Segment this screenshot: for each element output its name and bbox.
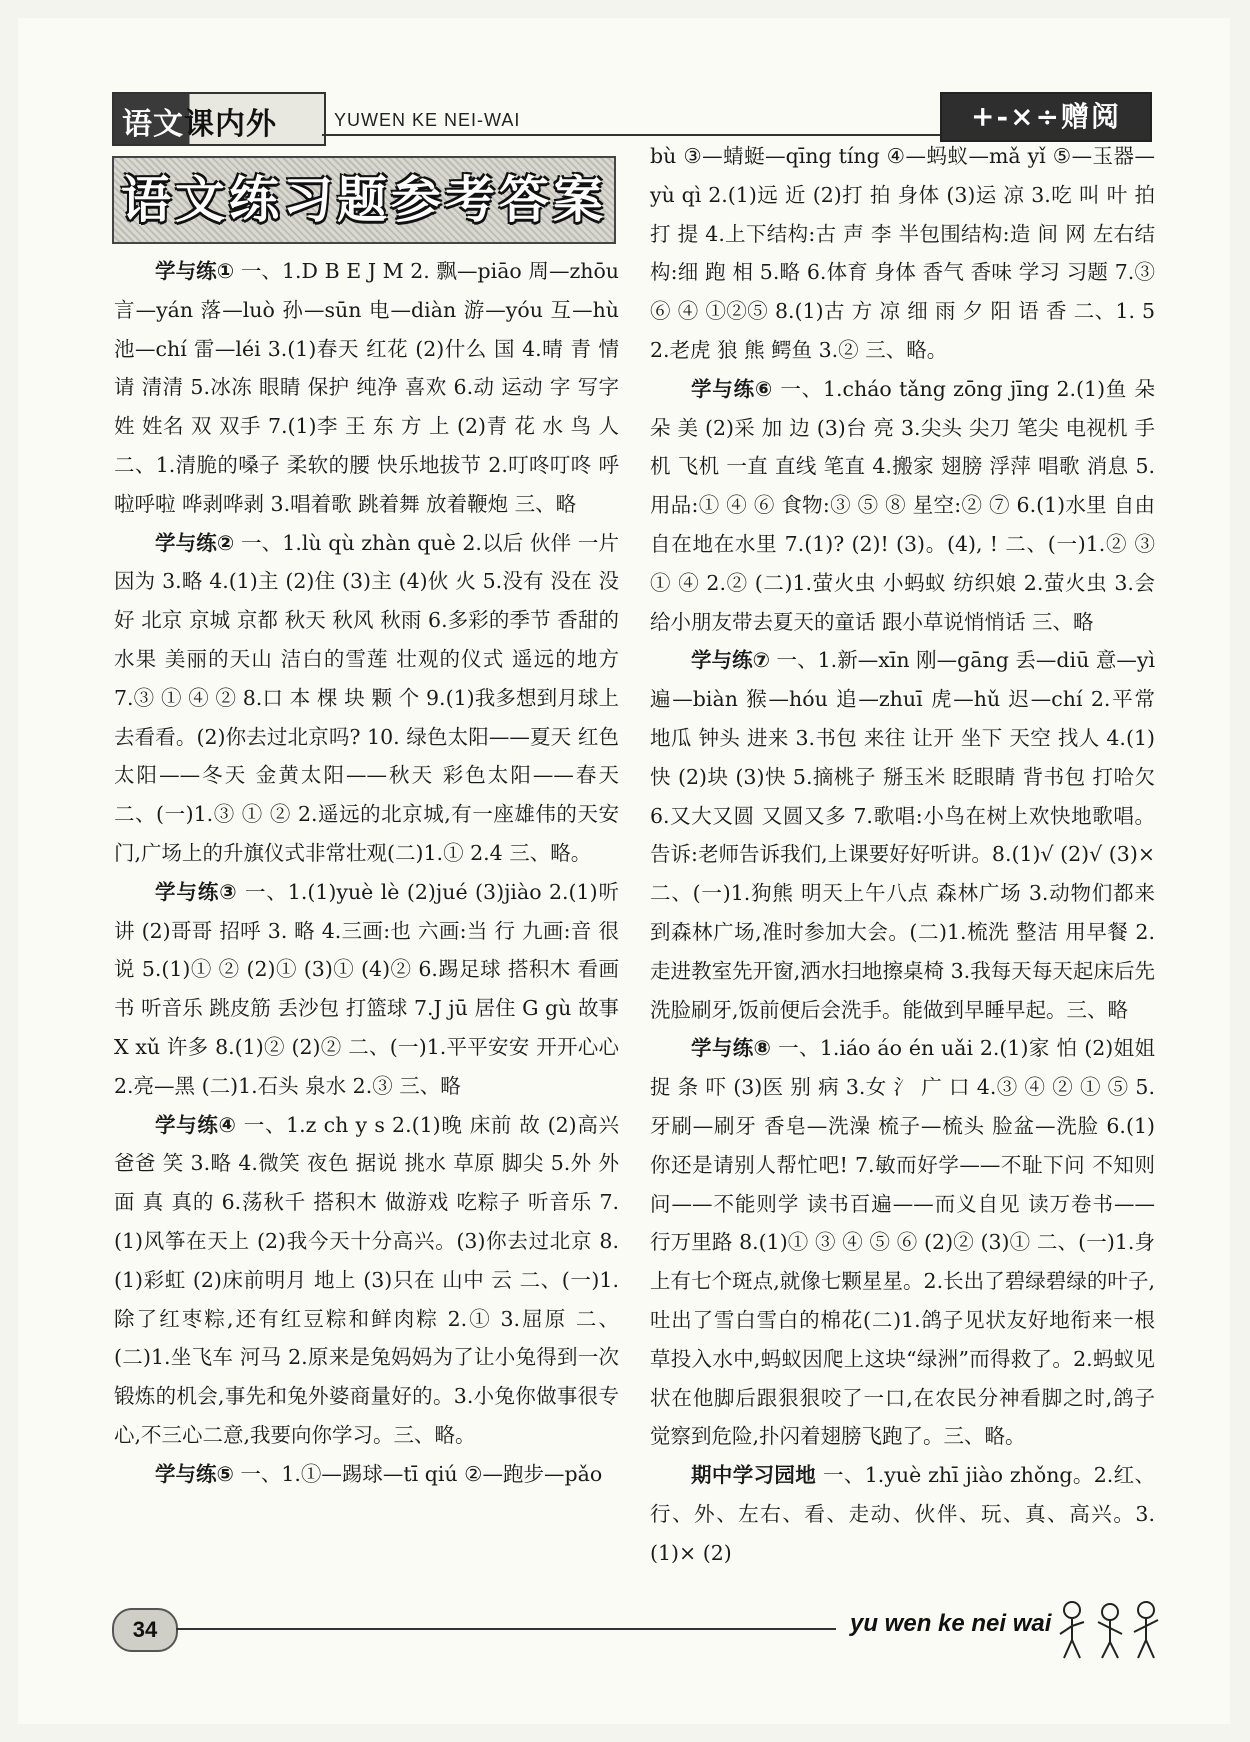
answer-paragraph [650,1029,1155,1456]
answer-text: 一、1.D B E J M 2. 飘—piāo 周—zhōu 言—yán 落—luò 孙—sūn 电—diàn 游—yóu 互—hù 池—chí 雷—léi 3.(1)春天 红花 (2)什么 国 4.晴 青 情 请 清清 5.冰冻 眼睛 保护 纯净 喜欢 6.动 运动 字 写字 姓 姓名 双 双手 7.(1)李 王 东 方 上 (2)青 花 水 鸟 人 二、1.清脆的嗓子 柔软的腰 快乐地拔节 2.叮咚叮咚 呼啦呼啦 哗剥哗剥 3.唱着歌 跳着舞 放着鞭炮 三、略 [114,259,619,516]
answer-paragraph [114,1455,619,1494]
answer-paragraph [650,1456,1155,1572]
answer-text: 一、1.iáo áo én uǎi 2.(1)家 怕 (2)姐姐 捉 条 吓 (3)医 别 病 3.女 氵 广 口 4.③ ④ ② ① ⑤ 5.牙刷—刷牙 香皂—洗澡 梳子—梳头 脸盆—洗脸 6.(1)你还是请别人帮忙吧! 7.敏而好学——不耻下问 不知则问——不能则学 读书百遍——而义自见 读万卷书——行万里路 8.(1)① ③ ④ ⑤ ⑥ (2)② (3)① 二、(一)1.身上有七个斑点,就像七颗星星。2.长出了碧绿碧绿的叶子,吐出了雪白雪白的棉花(二)1.鸽子见状友好地衔来一根草投入水中,蚂蚁因爬上这块“绿洲”而得救了。2.蚂蚁见状在他脚后跟狠狠咬了一口,在农民分神看脚之时,鸽子觉察到危险,扑闪着翅膀飞跑了。三、略。 [650,1036,1155,1449]
answer-text: 一、1.新—xīn 刚—gāng 丢—diū 意—yì 遍—biàn 猴—hóu 追—zhuī 虎—hǔ 迟—chí 2.平常 地瓜 钟头 进来 3.书包 来往 让开 坐下 天空 找人 4.(1)快 (2)块 (3)快 5.摘桃子 掰玉米 眨眼睛 背书包 打哈欠 6.又大又圆 又圆又多 7.歌唱:小鸟在树上欢快地歌唱。告诉:老师告诉我们,上课要好好听讲。8.(1)√ (2)√ (3)× 二、(一)1.狗熊 明天上午八点 森林广场 3.动物们都来到森林广场,准时参加大会。(二)1.梳洗 整洁 用早餐 2.走进教室先开窗,洒水扫地擦桌椅 3.我每天每天起床后先洗脸刷牙,饭前便后会洗手。能做到早睡早起。三、略 [650,648,1156,1022]
footer-pinyin: yu wen ke nei wai [850,1610,1052,1637]
section-label: 学与练⑥ [691,376,774,401]
section-tag: +-×÷赠阅 [940,92,1152,142]
left-column [114,252,619,1494]
section-label: 学与练① [155,259,235,283]
answer-paragraph [114,252,619,524]
brand-title-first: 语文 [122,107,184,142]
answer-paragraph [114,524,619,873]
answer-paragraph [650,370,1155,642]
answer-paragraph [114,1106,619,1455]
brand-logo [112,92,326,146]
page-title: 语文练习题参考答案 [121,170,607,229]
answer-text: 一、1.lù qù zhàn què 2.以后 伙伴 一片 因为 3.略 4.(1)主 (2)住 (3)主 (4)伙 火 5.没有 没在 没好 北京 京城 京都 秋天 秋风 秋雨 6.多彩的季节 香甜的水果 美丽的天山 洁白的雪莲 壮观的仪式 遥远的地方 7.③ ① ④ ② 8.口 本 棵 块 颗 个 9.(1)我多想到月球上去看看。(2)你去过北京吗? 10. 绿色太阳——夏天 红色太阳——冬天 金黄太阳——秋天 彩色太阳——春天 二、(一)1.③ ① ② 2.遥远的北京城,有一座雄伟的天安门,广场上的升旗仪式非常壮观(二)1.① 2.4 三、略。 [114,530,620,865]
title-banner [112,156,616,244]
brand-pinyin: YUWEN KE NEI-WAI [334,110,521,130]
brand-title-rest: 课内外 [184,107,277,142]
children-figure-icon [1052,1596,1162,1662]
section-label: 学与练⑤ [155,1461,234,1486]
section-label: 学与练⑧ [691,1036,772,1061]
page-number: 34 [112,1608,178,1652]
section-label: 学与练② [155,530,235,555]
answer-text: 一、1.①—踢球—tī qiú ②—跑步—pǎo [233,1461,603,1486]
right-column [650,137,1155,1572]
answer-paragraph [114,873,619,1106]
answer-paragraph [650,641,1155,1029]
section-label: 学与练⑦ [691,648,770,673]
answer-text: 一、1.cháo tǎng zōng jīng 2.(1)鱼 朵朵 美 (2)采 加 边 (3)台 亮 3.尖头 尖刀 笔尖 电视机 手机 飞机 一直 直线 笔直 4.搬家 翅膀 浮萍 唱歌 消息 5.用品:① ④ ⑥ 食物:③ ⑤ ⑧ 星空:② ⑦ 6.(1)水里 自由自在地在水里 7.(1)? (2)! (3)。(4), ! 二、(一)1.② ③ ① ④ 2.② (二)1.萤火虫 小蚂蚁 纺织娘 2.萤火虫 3.会给小朋友带去夏天的童话 跟小草说悄悄话 三、略 [650,376,1155,634]
answer-text: 一、1.yuè zhī jiào zhǒng。2.红、行、外、左右、看、走动、伙伴、玩、真、高兴。3.(1)× (2) [650,1463,1156,1565]
section-label: 学与练③ [155,879,238,904]
answer-text: 一、1.(1)yuè lè (2)jué (3)jiào 2.(1)听 讲 (2)哥哥 招呼 3. 略 4.三画:也 六画:当 行 九画:音 很 说 5.(1)① ② (2)① (3)① (4)② 6.踢足球 搭积木 看画书 听音乐 跳皮筋 丢沙包 打篮球 7.J jū 居住 G gù 故事 X xǔ 许多 8.(1)② (2)② 二、(一)1.平平安安 开开心心 2.亮—黑 (二)1.石头 泉水 2.③ 三、略 [114,879,619,1098]
header-divider [322,134,1046,136]
footer-divider [176,1628,836,1630]
section-label: 期中学习园地 [691,1463,817,1488]
brand-title [122,99,277,143]
answer-text: 一、1.z ch y s 2.(1)晚 床前 故 (2)高兴 爸爸 笑 3.略 4.微笑 夜色 据说 挑水 草原 脚尖 5.外 外面 真 真的 6.荡秋千 搭积木 做游戏 吃粽子 听音乐 7.(1)风筝在天上 (2)我今天十分高兴。(3)你去过北京 8.(1)彩虹 (2)床前明月 地上 (3)只在 山中 云 二、(一)1.除了红枣粽,还有红豆粽和鲜肉粽 2.① 3.屈原 二、(二)1.坐飞车 河马 2.原来是兔妈妈为了让小兔得到一次锻炼的机会,事先和兔外婆商量好的。3.小兔你做事很专心,不三心二意,我要向你学习。三、略。 [114,1112,619,1447]
answer-text: bù ③—蜻蜓—qīng tíng ④—蚂蚁—mǎ yǐ ⑤—玉器—yù qì 2.(1)远 近 (2)打 拍 身体 (3)运 凉 3.吃 叫 叶 拍 打 提 4.上下结构:古 声 李 半包围结构:造 间 网 左右结构:细 跑 相 5.略 6.体育 身体 香气 香味 学习 习题 7.③ ⑥ ④ ①②⑤ 8.(1)古 方 凉 细 雨 夕 阳 语 香 二、1. 5 2.老虎 狼 熊 鳄鱼 3.② 三、略。 [650,144,1155,362]
section-label: 学与练④ [155,1112,237,1137]
answer-paragraph [650,137,1155,370]
